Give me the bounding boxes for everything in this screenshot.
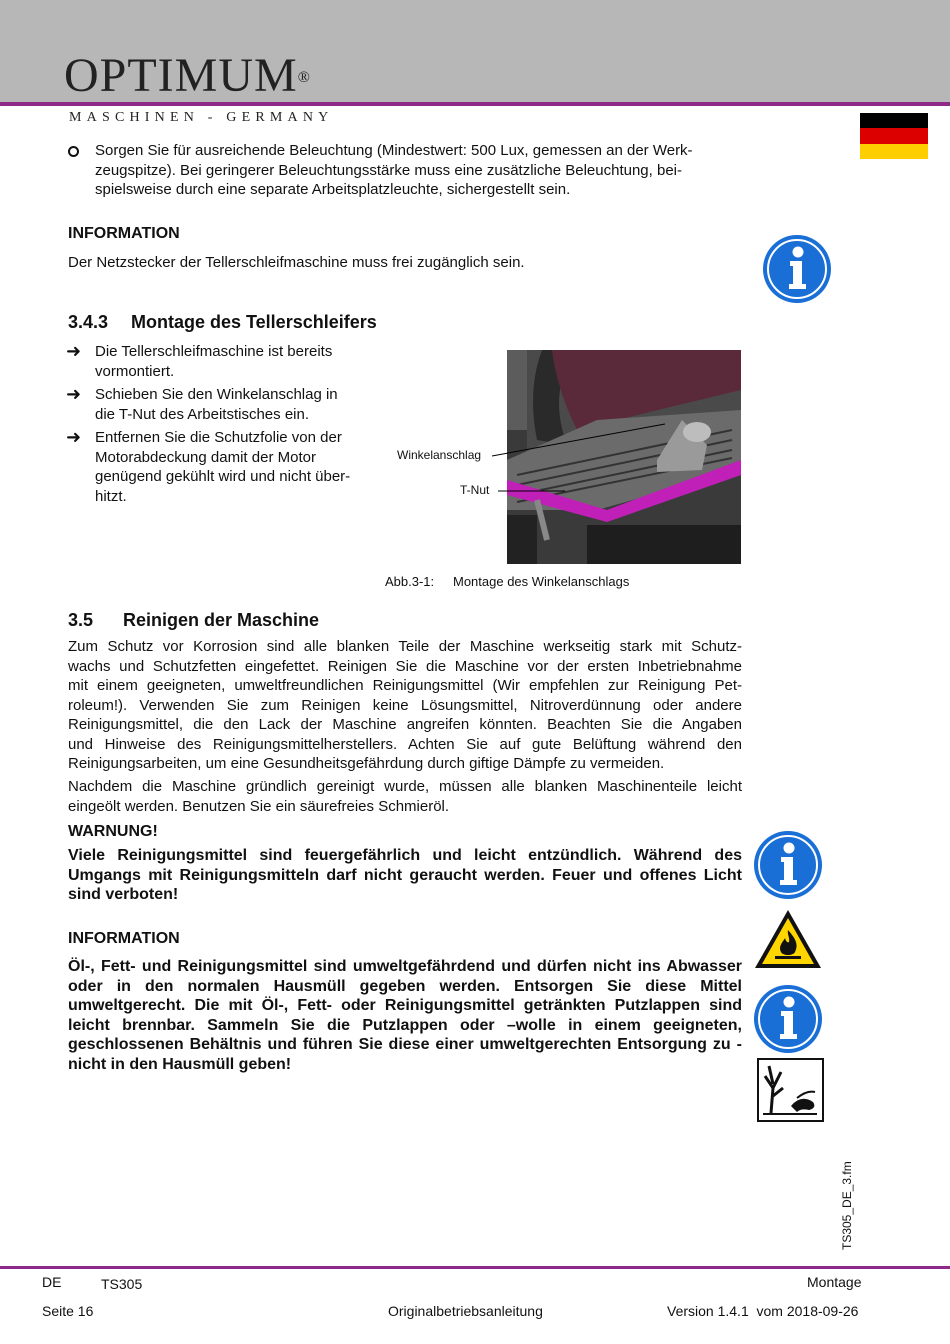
- warning-title: WARNUNG!: [68, 823, 158, 840]
- section-number: 3.5: [68, 610, 94, 630]
- footer-language: DE: [42, 1274, 62, 1290]
- figure-leader-lines: [490, 420, 670, 505]
- file-label: TS305_DE_3.fm: [840, 1161, 854, 1250]
- footer-model: TS305: [101, 1276, 143, 1292]
- step-text: Entfernen Sie die Schutzfolie von der Motorabdeckung damit der Motor genügend gekühlt wird und nicht über- hitzt.: [95, 429, 351, 505]
- figure-caption-number: Abb.3-1:: [385, 574, 435, 589]
- step-text: Schieben Sie den Winkelanschlag in die T-Nut des Arbeitstisches ein.: [95, 386, 338, 423]
- section-title: Reinigen der Maschine: [123, 610, 320, 630]
- footer-divider: [0, 1266, 950, 1269]
- info-title: INFORMATION: [68, 930, 180, 947]
- oiling-paragraph: Nachdem die Maschine gründlich gereinigt wurde, müssen alle blanken Maschinenteile leicht eingeölt werden. Benutzen Sie ein säurefreies Schmieröl.: [68, 778, 742, 815]
- footer-chapter: Montage: [807, 1274, 862, 1290]
- brand-logo: OPTIMUM®: [64, 49, 311, 102]
- fire-warning-icon: [753, 908, 823, 970]
- section-title: Montage des Tellerschleifers: [131, 312, 377, 332]
- environment-hazard-icon: [757, 1058, 824, 1122]
- arrow-right-icon: ➜: [66, 384, 82, 404]
- footer-version: Version 1.4.1 vom 2018-09-26: [667, 1303, 859, 1319]
- footer-page: Seite 16: [42, 1303, 94, 1319]
- brand-tagline: MASCHINEN - GERMANY: [69, 110, 334, 125]
- header-divider: [0, 102, 950, 106]
- step-text: Die Tellerschleifmaschine ist bereits vormontiert.: [95, 343, 333, 380]
- arrow-right-icon: ➜: [66, 341, 82, 361]
- figure-label-angle: Winkelanschlag: [397, 448, 482, 462]
- intro-bullet-text: Sorgen Sie für ausreichende Beleuchtung (Mindestwert: 500 Lux, gemessen an der Werk- zeugspitze). Bei geringerer Beleuchtungsstärke muss eine zusätzliche Beleuchtung, bei- spielsweise durch eine separate Arbeitsplatzleuchte, sichergestellt sein.: [95, 142, 693, 198]
- info-icon: [762, 234, 832, 304]
- cleaning-paragraph: Zum Schutz vor Korrosion sind alle blanken Teile der Maschine werkseitig stark mit Schutz- wachs und Schutzfetten eingefettet. Reinigen Sie die Maschine vor der ersten Inbetriebnahme mit einem geeigneten, umweltfreundlichen Reinigungsmittel (Wir empfehlen zur Reinigung Pet- roleum!). Verwenden Sie zum Reinigen keine Lösungsmittel, Nitroverdünnung oder andere Reinigungsmittel, die den Lack der Maschine angreifen könnten. Beachten Sie die Angaben und Hinweise des Reinigungsmittelherstellers. Achten Sie auf gute Belüftung während den Reinigungsarbeiten, um eine Gesundheitsgefährdung durch giftige Dämpfe zu vermeiden.: [68, 638, 742, 772]
- section-number: 3.4.3: [68, 312, 109, 332]
- footer-doc: Originalbetriebsanleitung: [388, 1303, 543, 1319]
- german-flag-icon: [860, 113, 928, 159]
- arrow-right-icon: ➜: [66, 427, 82, 447]
- info-text: Öl-, Fett- und Reinigungsmittel sind umweltgefährdend und dürfen nicht ins Abwasser oder in den normalen Hausmüll gegeben werden. Entsorgen Sie diese Mittel umweltgerecht. Die mit Öl-, Fett- oder Reinigungsmittel getränkten Putzlappen sind leicht brennbar. Sammeln Sie die Putzlappen oder –wolle in einem geeigneten, geschlossenen Behältnis und führen Sie diese einer umweltgerechten Entsorgung zu - nicht in den Hausmüll geben!: [68, 958, 742, 1073]
- figure-label-tnut: T-Nut: [460, 483, 490, 497]
- info-icon: [753, 984, 823, 1054]
- info-title: INFORMATION: [68, 225, 180, 242]
- bullet-circle-icon: [68, 146, 79, 157]
- figure-caption: Montage des Winkelanschlags: [453, 574, 630, 589]
- info-text: Der Netzstecker der Tellerschleifmaschine muss frei zugänglich sein.: [68, 254, 525, 271]
- info-icon: [753, 830, 823, 900]
- warning-text: Viele Reinigungsmittel sind feuergefährlich und leicht entzündlich. Während des Umgangs mit Reinigungsmitteln darf nicht geraucht werden. Feuer und offenes Licht sind verboten!: [68, 847, 742, 903]
